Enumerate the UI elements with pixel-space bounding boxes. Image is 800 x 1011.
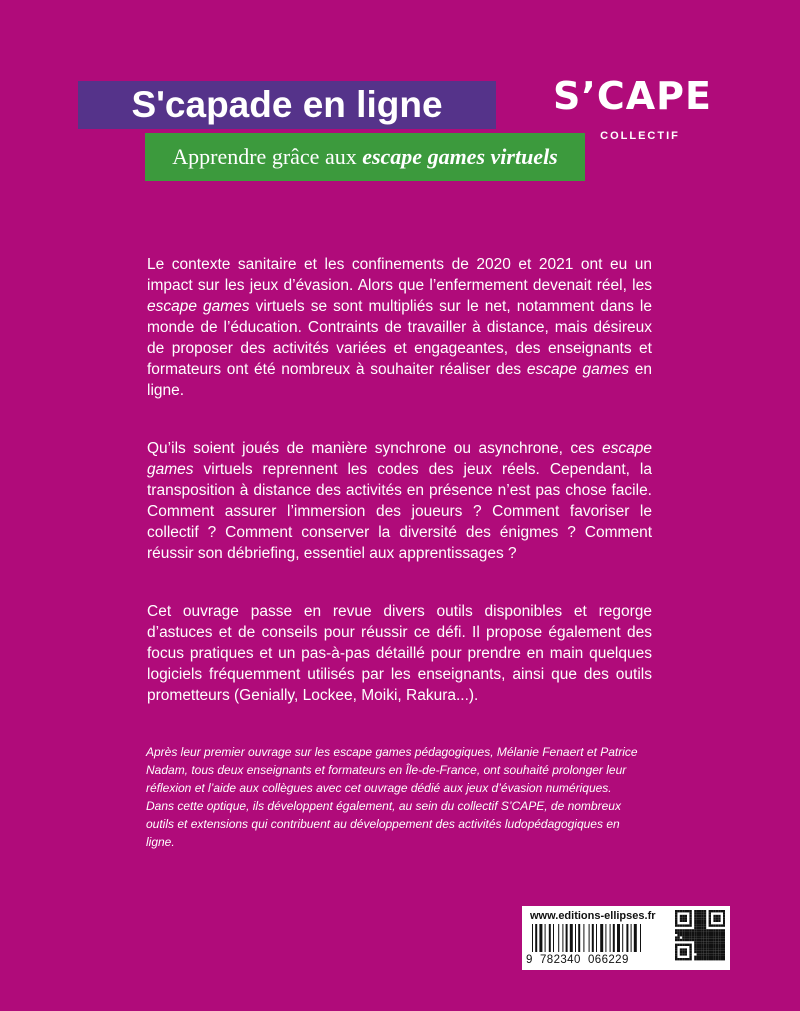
back-cover-text <box>147 254 652 888</box>
paragraph-questions: Qu’ils soient joués de manière synchrone ou asynchrone, ces escape games virtuels reprennent les codes des jeux réels. Cependant, la transposition à distance des activités en présence n’est pas chose facile. Comment assurer l’immersion des joueurs ? Comment favoriser le collectif ? Comment conserver la diversité des énigmes ? Comment réussir son débriefing, essentiel aux apprentissages ? <box>147 440 652 562</box>
scape-logo-sub: COLLECTIF <box>600 130 680 142</box>
scape-logo-text: S’CAPE <box>553 74 712 118</box>
book-title: S'capade en ligne <box>131 84 443 125</box>
book-subtitle-prefix: Apprendre grâce aux <box>172 144 363 169</box>
publisher-website: www.editions-ellipses.fr <box>530 910 656 922</box>
author-bio: Après leur premier ouvrage sur les escape games pédagogiques, Mélanie Fenaert et Patrice Nadam, tous deux enseignants et formateurs en Île-de-France, ont souhaité prolonger leur réflexion et l’aide aux collègues avec cet ouvrage dédié aux jeux d’évasion numériques. Dans cette optique, ils développent également, au sein du collectif S’CAPE, de nombreux outils et extensions qui contribuent au développement des activités ludopédagogiques en ligne. <box>146 745 638 849</box>
paragraph-context: Le contexte sanitaire et les confinements de 2020 et 2021 ont eu un impact sur les jeux d’évasion. Alors que l’enfermement devenait réel, les escape games virtuels se sont multipliés sur le net, notamment dans le monde de l’éducation. Contraints de travailler à distance, mais désireux de proposer des activités variées et engageantes, des enseignants et formateurs ont été nombreux à souhaiter réaliser des escape games en ligne. <box>147 256 652 399</box>
book-subtitle-band <box>145 133 585 181</box>
book-subtitle-emphasis: escape games virtuels <box>362 144 558 169</box>
scape-logo <box>550 74 715 118</box>
isbn-number: 9 782340 066229 <box>526 954 629 966</box>
book-title-band <box>78 81 496 129</box>
paragraph-overview: Cet ouvrage passe en revue divers outils disponibles et regorge d’astuces et de conseils pour réussir ce défi. Il propose également des focus pratiques et un pas-à-pas détaillé pour prendre en main quelques logiciels fréquemment utilisés par les enseignants, ainsi que des outils prometteurs (Genially, Lockee, Moiki, Rakura...). <box>147 603 652 704</box>
isbn-barcode-icon <box>530 924 670 954</box>
qr-code-icon <box>673 908 725 964</box>
barcode-panel <box>522 906 730 970</box>
